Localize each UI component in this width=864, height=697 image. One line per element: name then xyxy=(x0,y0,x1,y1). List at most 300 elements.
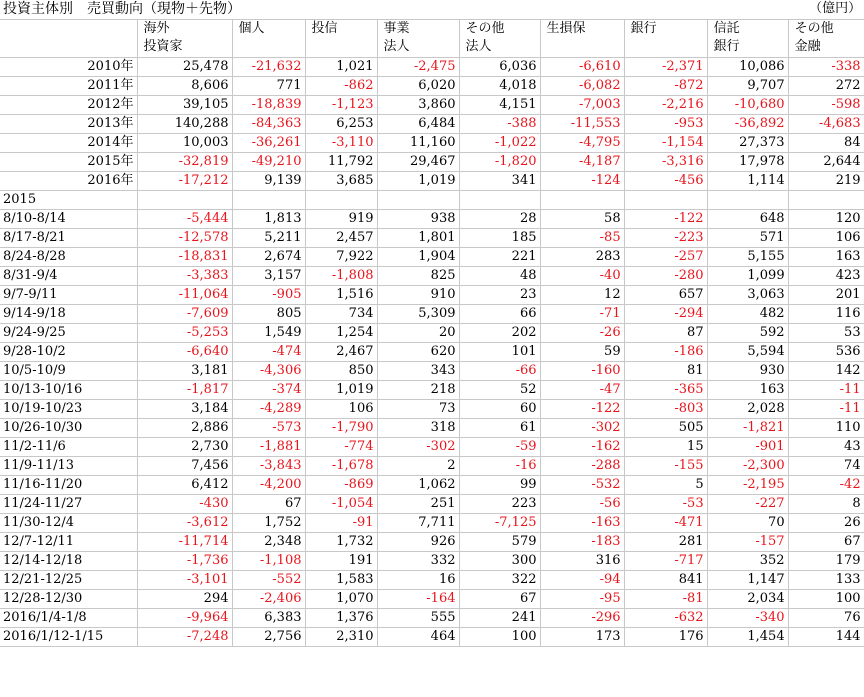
value-cell[interactable]: 536 xyxy=(788,342,864,361)
value-cell[interactable]: -91 xyxy=(305,513,377,532)
value-cell[interactable]: -21,632 xyxy=(232,57,305,76)
column-header-cell[interactable] xyxy=(624,38,707,57)
value-cell[interactable]: -12,578 xyxy=(137,228,232,247)
value-cell[interactable]: 938 xyxy=(377,209,459,228)
row-label-cell[interactable]: 2016年 xyxy=(0,171,137,190)
value-cell[interactable]: 4,018 xyxy=(459,76,540,95)
value-cell[interactable]: -7,125 xyxy=(459,513,540,532)
value-cell[interactable]: 2,348 xyxy=(232,532,305,551)
value-cell[interactable]: 2,310 xyxy=(305,627,377,646)
value-cell[interactable]: 66 xyxy=(459,304,540,323)
value-cell[interactable]: 7,711 xyxy=(377,513,459,532)
value-cell[interactable]: 202 xyxy=(459,323,540,342)
value-cell[interactable]: -2,475 xyxy=(377,57,459,76)
value-cell[interactable]: 74 xyxy=(788,456,864,475)
value-cell[interactable]: 6,383 xyxy=(232,608,305,627)
value-cell[interactable]: 1,904 xyxy=(377,247,459,266)
value-cell[interactable]: -71 xyxy=(540,304,624,323)
value-cell[interactable]: -2,406 xyxy=(232,589,305,608)
value-cell[interactable]: 805 xyxy=(232,304,305,323)
value-cell[interactable]: -7,609 xyxy=(137,304,232,323)
value-cell[interactable]: 316 xyxy=(540,551,624,570)
row-label-cell[interactable]: 9/14-9/18 xyxy=(0,304,137,323)
value-cell[interactable]: 116 xyxy=(788,304,864,323)
value-cell[interactable]: 70 xyxy=(707,513,788,532)
value-cell[interactable]: -2,195 xyxy=(707,475,788,494)
value-cell[interactable]: 3,157 xyxy=(232,266,305,285)
value-cell[interactable]: 341 xyxy=(459,171,540,190)
value-cell[interactable]: -47 xyxy=(540,380,624,399)
value-cell[interactable]: -474 xyxy=(232,342,305,361)
value-cell[interactable]: -1,054 xyxy=(305,494,377,513)
value-cell[interactable]: -717 xyxy=(624,551,707,570)
value-cell[interactable]: -573 xyxy=(232,418,305,437)
value-cell[interactable]: 9,707 xyxy=(707,76,788,95)
row-label-cell[interactable]: 12/28-12/30 xyxy=(0,589,137,608)
value-cell[interactable]: -288 xyxy=(540,456,624,475)
value-cell[interactable]: -164 xyxy=(377,589,459,608)
row-label-cell[interactable]: 11/24-11/27 xyxy=(0,494,137,513)
value-cell[interactable]: 1,021 xyxy=(305,57,377,76)
value-cell[interactable]: -302 xyxy=(377,437,459,456)
value-cell[interactable]: -296 xyxy=(540,608,624,627)
column-header-cell[interactable]: 法人 xyxy=(459,38,540,57)
value-cell[interactable]: -6,082 xyxy=(540,76,624,95)
value-cell[interactable]: 6,020 xyxy=(377,76,459,95)
column-header-cell[interactable] xyxy=(540,38,624,57)
value-cell[interactable]: -338 xyxy=(788,57,864,76)
value-cell[interactable]: 555 xyxy=(377,608,459,627)
value-cell[interactable]: 2,756 xyxy=(232,627,305,646)
value-cell[interactable]: 2,886 xyxy=(137,418,232,437)
header-blank-cell[interactable] xyxy=(0,19,137,38)
value-cell[interactable]: -1,154 xyxy=(624,133,707,152)
column-header-cell[interactable]: 投信 xyxy=(305,19,377,38)
value-cell[interactable]: -803 xyxy=(624,399,707,418)
value-cell[interactable]: -11,553 xyxy=(540,114,624,133)
value-cell[interactable]: 1,070 xyxy=(305,589,377,608)
value-cell[interactable]: 318 xyxy=(377,418,459,437)
column-header-cell[interactable]: 事業 xyxy=(377,19,459,38)
row-label-cell[interactable]: 2016/1/4-1/8 xyxy=(0,608,137,627)
value-cell[interactable]: -302 xyxy=(540,418,624,437)
value-cell[interactable]: -160 xyxy=(540,361,624,380)
value-cell[interactable]: -869 xyxy=(305,475,377,494)
row-label-cell[interactable]: 2010年 xyxy=(0,57,137,76)
value-cell[interactable]: 734 xyxy=(305,304,377,323)
value-cell[interactable]: 1,376 xyxy=(305,608,377,627)
value-cell[interactable]: -6,640 xyxy=(137,342,232,361)
value-cell[interactable]: 251 xyxy=(377,494,459,513)
value-cell[interactable]: 3,181 xyxy=(137,361,232,380)
value-cell[interactable]: 163 xyxy=(707,380,788,399)
column-header-cell[interactable] xyxy=(305,38,377,57)
value-cell[interactable]: -257 xyxy=(624,247,707,266)
value-cell[interactable]: 505 xyxy=(624,418,707,437)
value-cell[interactable]: -1,108 xyxy=(232,551,305,570)
value-cell[interactable]: -3,383 xyxy=(137,266,232,285)
value-cell[interactable]: 11,792 xyxy=(305,152,377,171)
value-cell[interactable]: 6,412 xyxy=(137,475,232,494)
value-cell[interactable]: -11,064 xyxy=(137,285,232,304)
value-cell[interactable]: 343 xyxy=(377,361,459,380)
value-cell[interactable]: 52 xyxy=(459,380,540,399)
value-cell[interactable]: -4,306 xyxy=(232,361,305,380)
row-label-cell[interactable]: 2013年 xyxy=(0,114,137,133)
value-cell[interactable]: -388 xyxy=(459,114,540,133)
value-cell[interactable]: 20 xyxy=(377,323,459,342)
value-cell[interactable]: 144 xyxy=(788,627,864,646)
value-cell[interactable]: -3,612 xyxy=(137,513,232,532)
value-cell[interactable]: -901 xyxy=(707,437,788,456)
value-cell[interactable]: 58 xyxy=(540,209,624,228)
value-cell[interactable]: 648 xyxy=(707,209,788,228)
empty-cell[interactable] xyxy=(459,190,540,209)
value-cell[interactable]: -163 xyxy=(540,513,624,532)
value-cell[interactable]: 176 xyxy=(624,627,707,646)
row-label-cell[interactable]: 2012年 xyxy=(0,95,137,114)
value-cell[interactable]: 223 xyxy=(459,494,540,513)
value-cell[interactable]: 294 xyxy=(137,589,232,608)
value-cell[interactable]: 1,813 xyxy=(232,209,305,228)
value-cell[interactable]: -2,300 xyxy=(707,456,788,475)
row-label-cell[interactable]: 11/16-11/20 xyxy=(0,475,137,494)
value-cell[interactable]: 16 xyxy=(377,570,459,589)
value-cell[interactable]: -7,003 xyxy=(540,95,624,114)
value-cell[interactable]: -4,683 xyxy=(788,114,864,133)
value-cell[interactable]: 6,484 xyxy=(377,114,459,133)
value-cell[interactable]: -227 xyxy=(707,494,788,513)
value-cell[interactable]: -862 xyxy=(305,76,377,95)
row-label-cell[interactable]: 8/10-8/14 xyxy=(0,209,137,228)
value-cell[interactable]: 6,036 xyxy=(459,57,540,76)
value-cell[interactable]: -3,110 xyxy=(305,133,377,152)
value-cell[interactable]: 1,147 xyxy=(707,570,788,589)
value-cell[interactable]: 272 xyxy=(788,76,864,95)
value-cell[interactable]: 17,978 xyxy=(707,152,788,171)
value-cell[interactable]: 464 xyxy=(377,627,459,646)
value-cell[interactable]: 322 xyxy=(459,570,540,589)
value-cell[interactable]: 8 xyxy=(788,494,864,513)
unit-label[interactable]: （億円） xyxy=(809,1,862,17)
value-cell[interactable]: -66 xyxy=(459,361,540,380)
value-cell[interactable]: -1,022 xyxy=(459,133,540,152)
value-cell[interactable]: -36,892 xyxy=(707,114,788,133)
value-cell[interactable]: 2,457 xyxy=(305,228,377,247)
column-header-cell[interactable]: 個人 xyxy=(232,19,305,38)
value-cell[interactable]: -632 xyxy=(624,608,707,627)
column-header-cell[interactable]: 金融 xyxy=(788,38,864,57)
value-cell[interactable]: 23 xyxy=(459,285,540,304)
empty-cell[interactable] xyxy=(540,190,624,209)
column-header-cell[interactable]: 海外 xyxy=(137,19,232,38)
value-cell[interactable]: 219 xyxy=(788,171,864,190)
value-cell[interactable]: 10,003 xyxy=(137,133,232,152)
value-cell[interactable]: -4,200 xyxy=(232,475,305,494)
value-cell[interactable]: -4,795 xyxy=(540,133,624,152)
value-cell[interactable]: -1,790 xyxy=(305,418,377,437)
value-cell[interactable]: 1,583 xyxy=(305,570,377,589)
column-header-cell[interactable]: 信託 xyxy=(707,19,788,38)
row-label-cell[interactable]: 8/31-9/4 xyxy=(0,266,137,285)
value-cell[interactable]: -17,212 xyxy=(137,171,232,190)
value-cell[interactable]: -1,808 xyxy=(305,266,377,285)
value-cell[interactable]: -5,253 xyxy=(137,323,232,342)
value-cell[interactable]: 281 xyxy=(624,532,707,551)
value-cell[interactable]: -40 xyxy=(540,266,624,285)
value-cell[interactable]: 67 xyxy=(459,589,540,608)
value-cell[interactable]: -95 xyxy=(540,589,624,608)
value-cell[interactable]: -1,736 xyxy=(137,551,232,570)
value-cell[interactable]: -11 xyxy=(788,399,864,418)
row-label-cell[interactable]: 2011年 xyxy=(0,76,137,95)
value-cell[interactable]: -18,831 xyxy=(137,247,232,266)
value-cell[interactable]: 133 xyxy=(788,570,864,589)
value-cell[interactable]: -81 xyxy=(624,589,707,608)
value-cell[interactable]: 3,685 xyxy=(305,171,377,190)
value-cell[interactable]: -26 xyxy=(540,323,624,342)
header-blank-cell[interactable] xyxy=(0,38,137,57)
column-header-cell[interactable]: 生損保 xyxy=(540,19,624,38)
empty-cell[interactable] xyxy=(707,190,788,209)
value-cell[interactable]: 28 xyxy=(459,209,540,228)
column-header-cell[interactable]: その他 xyxy=(459,19,540,38)
value-cell[interactable]: 179 xyxy=(788,551,864,570)
row-label-cell[interactable]: 8/17-8/21 xyxy=(0,228,137,247)
empty-cell[interactable] xyxy=(624,190,707,209)
value-cell[interactable]: 84 xyxy=(788,133,864,152)
value-cell[interactable]: -598 xyxy=(788,95,864,114)
value-cell[interactable]: 106 xyxy=(305,399,377,418)
value-cell[interactable]: -84,363 xyxy=(232,114,305,133)
value-cell[interactable]: 1,099 xyxy=(707,266,788,285)
value-cell[interactable]: 76 xyxy=(788,608,864,627)
row-label-cell[interactable]: 2016/1/12-1/15 xyxy=(0,627,137,646)
row-label-cell[interactable]: 12/7-12/11 xyxy=(0,532,137,551)
value-cell[interactable]: 1,114 xyxy=(707,171,788,190)
value-cell[interactable]: 140,288 xyxy=(137,114,232,133)
value-cell[interactable]: 4,151 xyxy=(459,95,540,114)
value-cell[interactable]: -953 xyxy=(624,114,707,133)
value-cell[interactable]: 12 xyxy=(540,285,624,304)
value-cell[interactable]: 9,139 xyxy=(232,171,305,190)
value-cell[interactable]: 99 xyxy=(459,475,540,494)
value-cell[interactable]: 100 xyxy=(788,589,864,608)
value-cell[interactable]: 1,254 xyxy=(305,323,377,342)
row-label-cell[interactable]: 10/13-10/16 xyxy=(0,380,137,399)
value-cell[interactable]: 201 xyxy=(788,285,864,304)
value-cell[interactable]: -124 xyxy=(540,171,624,190)
value-cell[interactable]: 592 xyxy=(707,323,788,342)
value-cell[interactable]: 283 xyxy=(540,247,624,266)
value-cell[interactable]: -2,216 xyxy=(624,95,707,114)
value-cell[interactable]: -122 xyxy=(624,209,707,228)
value-cell[interactable]: -430 xyxy=(137,494,232,513)
value-cell[interactable]: 29,467 xyxy=(377,152,459,171)
empty-cell[interactable] xyxy=(788,190,864,209)
value-cell[interactable]: -532 xyxy=(540,475,624,494)
value-cell[interactable]: 2 xyxy=(377,456,459,475)
value-cell[interactable]: 571 xyxy=(707,228,788,247)
value-cell[interactable]: -157 xyxy=(707,532,788,551)
value-cell[interactable]: -18,839 xyxy=(232,95,305,114)
value-cell[interactable]: 173 xyxy=(540,627,624,646)
value-cell[interactable]: -340 xyxy=(707,608,788,627)
value-cell[interactable]: -1,821 xyxy=(707,418,788,437)
row-label-cell[interactable]: 9/24-9/25 xyxy=(0,323,137,342)
value-cell[interactable]: 910 xyxy=(377,285,459,304)
value-cell[interactable]: 59 xyxy=(540,342,624,361)
value-cell[interactable]: -6,610 xyxy=(540,57,624,76)
value-cell[interactable]: -36,261 xyxy=(232,133,305,152)
value-cell[interactable]: -56 xyxy=(540,494,624,513)
value-cell[interactable]: -223 xyxy=(624,228,707,247)
value-cell[interactable]: 2,467 xyxy=(305,342,377,361)
value-cell[interactable]: -11 xyxy=(788,380,864,399)
value-cell[interactable]: -16 xyxy=(459,456,540,475)
value-cell[interactable]: 73 xyxy=(377,399,459,418)
value-cell[interactable]: 7,456 xyxy=(137,456,232,475)
value-cell[interactable]: -49,210 xyxy=(232,152,305,171)
value-cell[interactable]: 300 xyxy=(459,551,540,570)
row-label-cell[interactable]: 8/24-8/28 xyxy=(0,247,137,266)
value-cell[interactable]: 61 xyxy=(459,418,540,437)
value-cell[interactable]: 926 xyxy=(377,532,459,551)
value-cell[interactable]: -552 xyxy=(232,570,305,589)
value-cell[interactable]: 7,922 xyxy=(305,247,377,266)
value-cell[interactable]: 221 xyxy=(459,247,540,266)
row-label-cell[interactable]: 9/28-10/2 xyxy=(0,342,137,361)
value-cell[interactable]: 67 xyxy=(232,494,305,513)
row-label-cell[interactable]: 12/21-12/25 xyxy=(0,570,137,589)
value-cell[interactable]: 5 xyxy=(624,475,707,494)
value-cell[interactable]: 185 xyxy=(459,228,540,247)
value-cell[interactable]: -456 xyxy=(624,171,707,190)
value-cell[interactable]: 1,454 xyxy=(707,627,788,646)
empty-cell[interactable] xyxy=(137,190,232,209)
value-cell[interactable]: -155 xyxy=(624,456,707,475)
value-cell[interactable]: 657 xyxy=(624,285,707,304)
row-label-cell[interactable]: 11/30-12/4 xyxy=(0,513,137,532)
value-cell[interactable]: 2,028 xyxy=(707,399,788,418)
value-cell[interactable]: 15 xyxy=(624,437,707,456)
value-cell[interactable]: -7,248 xyxy=(137,627,232,646)
value-cell[interactable]: 3,063 xyxy=(707,285,788,304)
value-cell[interactable]: 5,309 xyxy=(377,304,459,323)
value-cell[interactable]: 1,732 xyxy=(305,532,377,551)
row-label-cell[interactable]: 2015年 xyxy=(0,152,137,171)
value-cell[interactable]: 1,752 xyxy=(232,513,305,532)
value-cell[interactable]: 101 xyxy=(459,342,540,361)
column-header-cell[interactable]: 銀行 xyxy=(707,38,788,57)
value-cell[interactable]: 919 xyxy=(305,209,377,228)
column-header-cell[interactable]: その他 xyxy=(788,19,864,38)
value-cell[interactable]: 1,801 xyxy=(377,228,459,247)
value-cell[interactable]: 53 xyxy=(788,323,864,342)
value-cell[interactable]: -183 xyxy=(540,532,624,551)
value-cell[interactable]: 10,086 xyxy=(707,57,788,76)
value-cell[interactable]: -11,714 xyxy=(137,532,232,551)
value-cell[interactable]: -1,881 xyxy=(232,437,305,456)
value-cell[interactable]: -374 xyxy=(232,380,305,399)
value-cell[interactable]: -905 xyxy=(232,285,305,304)
value-cell[interactable]: 825 xyxy=(377,266,459,285)
value-cell[interactable]: 332 xyxy=(377,551,459,570)
value-cell[interactable]: -9,964 xyxy=(137,608,232,627)
value-cell[interactable]: 850 xyxy=(305,361,377,380)
value-cell[interactable]: 26 xyxy=(788,513,864,532)
value-cell[interactable]: -186 xyxy=(624,342,707,361)
row-label-cell[interactable]: 11/9-11/13 xyxy=(0,456,137,475)
value-cell[interactable]: -2,371 xyxy=(624,57,707,76)
value-cell[interactable]: -1,817 xyxy=(137,380,232,399)
value-cell[interactable]: 142 xyxy=(788,361,864,380)
value-cell[interactable]: 1,019 xyxy=(305,380,377,399)
value-cell[interactable]: 2,730 xyxy=(137,437,232,456)
value-cell[interactable]: -4,289 xyxy=(232,399,305,418)
value-cell[interactable]: -1,678 xyxy=(305,456,377,475)
row-label-cell[interactable]: 2014年 xyxy=(0,133,137,152)
value-cell[interactable]: -162 xyxy=(540,437,624,456)
value-cell[interactable]: 241 xyxy=(459,608,540,627)
row-label-cell[interactable]: 10/5-10/9 xyxy=(0,361,137,380)
value-cell[interactable]: -5,444 xyxy=(137,209,232,228)
value-cell[interactable]: -3,101 xyxy=(137,570,232,589)
value-cell[interactable]: 67 xyxy=(788,532,864,551)
value-cell[interactable]: 930 xyxy=(707,361,788,380)
value-cell[interactable]: 110 xyxy=(788,418,864,437)
value-cell[interactable]: -471 xyxy=(624,513,707,532)
row-label-cell[interactable]: 12/14-12/18 xyxy=(0,551,137,570)
row-label-cell[interactable]: 10/19-10/23 xyxy=(0,399,137,418)
value-cell[interactable]: 423 xyxy=(788,266,864,285)
row-label-cell[interactable]: 11/2-11/6 xyxy=(0,437,137,456)
value-cell[interactable]: 163 xyxy=(788,247,864,266)
value-cell[interactable]: 5,594 xyxy=(707,342,788,361)
value-cell[interactable]: -1,820 xyxy=(459,152,540,171)
value-cell[interactable]: 87 xyxy=(624,323,707,342)
value-cell[interactable]: 771 xyxy=(232,76,305,95)
value-cell[interactable]: 6,253 xyxy=(305,114,377,133)
empty-cell[interactable] xyxy=(305,190,377,209)
value-cell[interactable]: -280 xyxy=(624,266,707,285)
value-cell[interactable]: -365 xyxy=(624,380,707,399)
empty-cell[interactable] xyxy=(377,190,459,209)
value-cell[interactable]: 1,019 xyxy=(377,171,459,190)
value-cell[interactable]: -1,123 xyxy=(305,95,377,114)
value-cell[interactable]: -294 xyxy=(624,304,707,323)
sheet-title[interactable]: 投資主体別 売買動向（現物＋先物） xyxy=(3,1,241,18)
column-header-cell[interactable]: 法人 xyxy=(377,38,459,57)
value-cell[interactable]: 218 xyxy=(377,380,459,399)
value-cell[interactable]: 100 xyxy=(459,627,540,646)
value-cell[interactable]: 482 xyxy=(707,304,788,323)
value-cell[interactable]: 39,105 xyxy=(137,95,232,114)
empty-cell[interactable] xyxy=(232,190,305,209)
value-cell[interactable]: 48 xyxy=(459,266,540,285)
value-cell[interactable]: 1,062 xyxy=(377,475,459,494)
value-cell[interactable]: -3,316 xyxy=(624,152,707,171)
value-cell[interactable]: -94 xyxy=(540,570,624,589)
value-cell[interactable]: -85 xyxy=(540,228,624,247)
value-cell[interactable]: 579 xyxy=(459,532,540,551)
value-cell[interactable]: 2,644 xyxy=(788,152,864,171)
section-label-cell[interactable]: 2015 xyxy=(0,190,137,209)
value-cell[interactable]: 2,034 xyxy=(707,589,788,608)
value-cell[interactable]: 106 xyxy=(788,228,864,247)
value-cell[interactable]: 81 xyxy=(624,361,707,380)
value-cell[interactable]: -32,819 xyxy=(137,152,232,171)
